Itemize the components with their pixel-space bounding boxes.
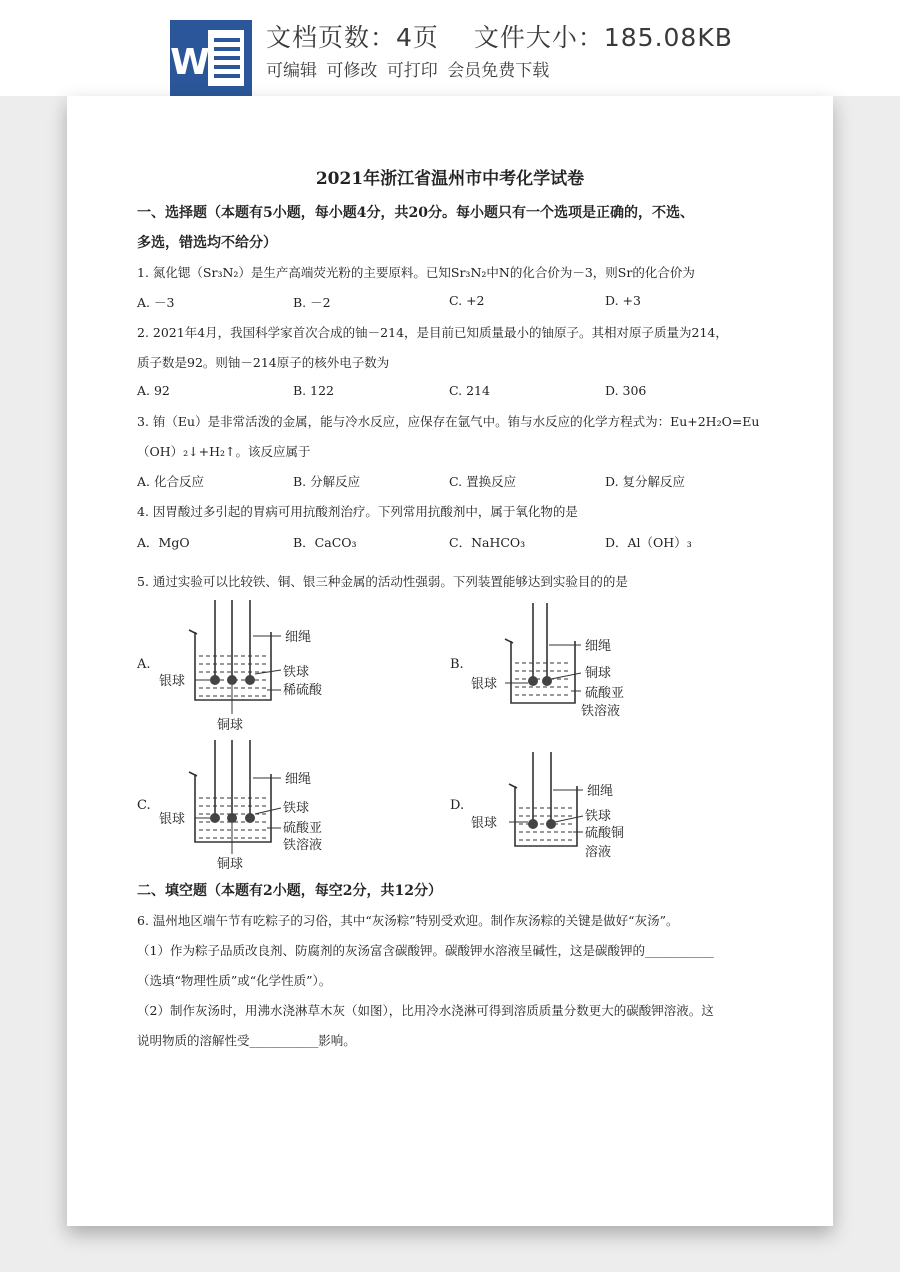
diagram-a-liquid-label: 稀硫酸 bbox=[283, 683, 323, 698]
diagram-d-liquid-label-1: 硫酸铜 bbox=[585, 826, 625, 841]
q1-option-a: A. －3 bbox=[137, 295, 175, 310]
q4-option-c: C．NaHCO₃ bbox=[449, 535, 526, 550]
q4-option-d: D．Al（OH）₃ bbox=[605, 535, 692, 550]
document-page bbox=[67, 96, 833, 1226]
question-6: 6. 温州地区端午节有吃粽子的习俗，其中“灰汤粽”特别受欢迎。制作灰汤粽的关键是做好“灰汤”。 bbox=[137, 913, 679, 928]
question-2-line-2: 质子数是92。则铀－214原子的核外电子数为 bbox=[137, 355, 390, 370]
diagram-d-silver-label: 银球 bbox=[471, 816, 498, 831]
diagram-a-letter: A. bbox=[137, 657, 151, 672]
diagram-c-rope-label: 细绳 bbox=[285, 772, 312, 787]
diagram-d-liquid-label-2: 溶液 bbox=[585, 845, 612, 860]
question-6-2-line-2: 说明物质的溶解性受___________影响。 bbox=[137, 1033, 356, 1048]
word-document-icon bbox=[170, 20, 252, 96]
diagram-a-apparatus bbox=[155, 596, 355, 736]
diagram-b-letter: B. bbox=[450, 657, 464, 672]
q2-option-d: D. 306 bbox=[605, 383, 647, 398]
download-header bbox=[0, 0, 900, 96]
q1-option-b: B. －2 bbox=[293, 295, 331, 310]
diagram-c-copper-label: 铜球 bbox=[217, 857, 244, 872]
diagram-d-rope-label: 细绳 bbox=[587, 784, 614, 799]
q4-option-a: A．MgO bbox=[137, 535, 190, 550]
diagram-d-iron-label: 铁球 bbox=[585, 809, 612, 824]
diagram-d-letter: D. bbox=[450, 798, 465, 813]
diagram-d-apparatus bbox=[465, 746, 665, 872]
section-2-heading: 二、填空题（本题有2小题，每空2分，共12分） bbox=[137, 883, 442, 899]
section-1-heading-cont: 多选，错选均不给分） bbox=[137, 235, 277, 251]
diagram-b-liquid-label-1: 硫酸亚 bbox=[585, 686, 625, 701]
diagram-c-apparatus bbox=[155, 738, 355, 874]
section-1-heading: 一、选择题（本题有5小题，每小题4分，共20分。每小题只有一个选项是正确的，不选、 bbox=[137, 205, 694, 221]
question-6-2-line-1: （2）制作灰汤时，用沸水浇淋草木灰（如图），比用冷水浇淋可得到溶质质量分数更大的碳酸钾溶液。这 bbox=[137, 1003, 714, 1018]
diagram-a-copper-label: 铜球 bbox=[217, 718, 244, 733]
diagram-b-liquid-label-2: 铁溶液 bbox=[581, 704, 621, 719]
q1-option-c: C. +2 bbox=[449, 293, 485, 308]
diagram-b-rope-label: 细绳 bbox=[585, 639, 612, 654]
diagram-b-apparatus bbox=[465, 601, 665, 731]
diagram-a-iron-label: 铁球 bbox=[283, 665, 310, 680]
diagram-c-letter: C. bbox=[137, 798, 151, 813]
file-info-subtitle: 可编辑 可修改 可打印 会员免费下载 bbox=[266, 61, 550, 81]
diagram-a-silver-label: 银球 bbox=[159, 674, 186, 689]
diagram-a-rope-label: 细绳 bbox=[285, 630, 312, 645]
q2-option-b: B. 122 bbox=[293, 383, 334, 398]
q2-option-a: A. 92 bbox=[137, 383, 170, 398]
diagram-b-silver-label: 银球 bbox=[471, 677, 498, 692]
document-title: 2021年浙江省温州市中考化学试卷 bbox=[315, 169, 585, 189]
question-1: 1. 氮化锶（Sr₃N₂）是生产高端荧光粉的主要原料。已知Sr₃N₂中N的化合价为－3，则Sr的化合价为 bbox=[137, 265, 695, 280]
question-6-1-line-2: （选填“物理性质”或“化学性质”）。 bbox=[137, 973, 332, 988]
q4-option-b: B．CaCO₃ bbox=[293, 535, 357, 550]
q3-option-c: C. 置换反应 bbox=[449, 474, 517, 489]
diagram-b-copper-label: 铜球 bbox=[585, 666, 612, 681]
file-info-title: 文档页数：4页 文件大小：185.08KB bbox=[266, 23, 733, 52]
diagram-c-iron-label: 铁球 bbox=[283, 801, 310, 816]
diagram-c-liquid-label-2: 铁溶液 bbox=[283, 838, 323, 853]
question-3-line-2: （OH）₂↓+H₂↑。该反应属于 bbox=[137, 444, 311, 459]
q3-option-b: B. 分解反应 bbox=[293, 474, 361, 489]
question-5: 5. 通过实验可以比较铁、铜、银三种金属的活动性强弱。下列装置能够达到实验目的的是 bbox=[137, 574, 628, 589]
question-4: 4. 因胃酸过多引起的胃病可用抗酸剂治疗。下列常用抗酸剂中，属于氧化物的是 bbox=[137, 504, 578, 519]
question-2-line-1: 2. 2021年4月，我国科学家首次合成的铀－214，是目前已知质量最小的铀原子。其相对原子质量为214， bbox=[137, 325, 728, 340]
q1-option-d: D. +3 bbox=[605, 293, 641, 308]
logo-letter: W bbox=[170, 42, 210, 83]
question-3-line-1: 3. 铕（Eu）是非常活泼的金属，能与冷水反应，应保存在氩气中。铕与水反应的化学方程式为：Eu+2H₂O=Eu bbox=[137, 414, 760, 429]
q3-option-a: A. 化合反应 bbox=[137, 474, 204, 489]
diagram-c-liquid-label-1: 硫酸亚 bbox=[283, 821, 323, 836]
q3-option-d: D. 复分解反应 bbox=[605, 474, 686, 489]
diagram-c-silver-label: 银球 bbox=[159, 812, 186, 827]
q2-option-c: C. 214 bbox=[449, 383, 490, 398]
question-6-1-line-1: （1）作为粽子品质改良剂、防腐剂的灰汤富含碳酸钾。碳酸钾水溶液呈碱性，这是碳酸钾的___________ bbox=[137, 943, 714, 958]
